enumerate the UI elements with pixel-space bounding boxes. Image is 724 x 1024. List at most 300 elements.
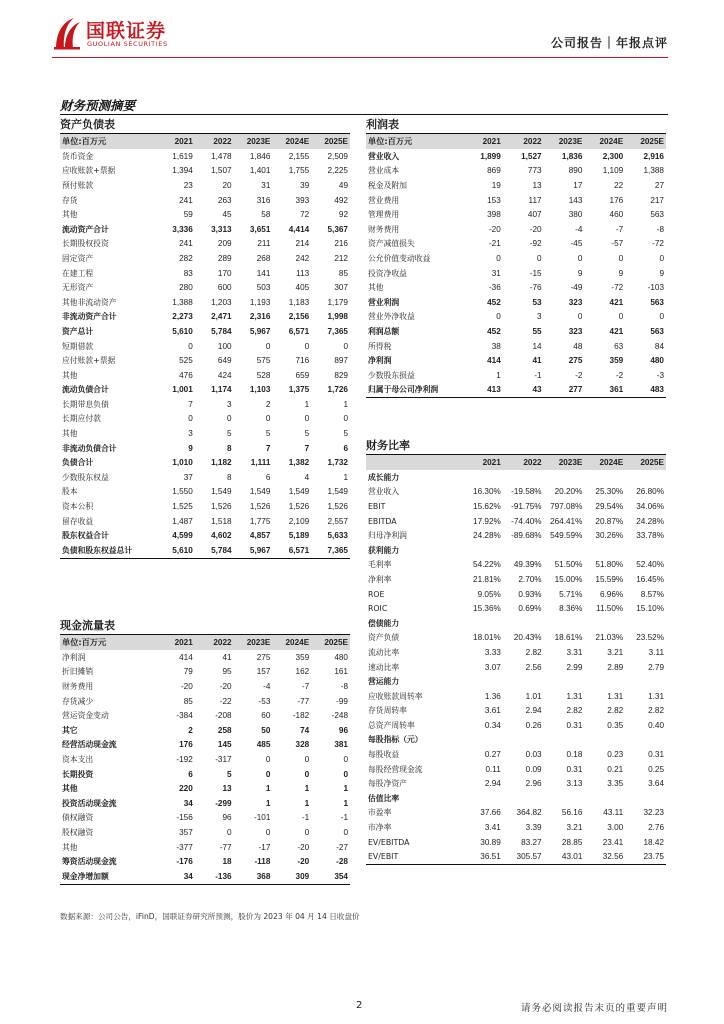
value-cell: 176 <box>609 195 624 205</box>
value-cell: 211 <box>257 239 271 249</box>
value-cell <box>584 470 625 485</box>
row-label-cell: 成长能力 <box>368 472 400 482</box>
value-cell: 0 <box>227 414 232 424</box>
value-cell: 157 <box>256 667 271 677</box>
row-label-cell: 速动比率 <box>368 662 400 672</box>
table-row <box>366 514 666 529</box>
value-cell: 0.31 <box>566 720 583 730</box>
value-cell: 5,367 <box>327 224 348 234</box>
row-label-cell: 长期应付款 <box>62 414 101 424</box>
value-cell: -118 <box>254 857 271 867</box>
table-row <box>366 820 666 835</box>
value-cell: 525 <box>179 356 193 366</box>
value-cell: 328 <box>295 740 310 750</box>
value-cell: 0 <box>496 253 501 263</box>
value-cell: 1 <box>343 399 348 409</box>
value-cell <box>584 791 625 806</box>
category-row <box>366 616 666 631</box>
row-label-cell: 每股指标（元） <box>368 735 423 745</box>
row-label-cell: 其他 <box>62 210 78 220</box>
table-row <box>366 558 666 573</box>
table-row <box>366 266 666 281</box>
value-cell: 0 <box>304 827 310 837</box>
table-row <box>366 295 666 310</box>
value-cell: 649 <box>217 356 232 366</box>
row-label-cell: 其它 <box>62 725 78 735</box>
table-row <box>60 528 350 543</box>
value-cell: 0.31 <box>566 764 583 774</box>
value-cell: 357 <box>179 827 193 837</box>
row-label-cell: 少数股东权益 <box>62 472 109 482</box>
value-cell <box>584 674 625 689</box>
value-cell <box>544 791 585 806</box>
value-cell: 5 <box>227 429 232 439</box>
header-year-cell: 2025E <box>625 134 666 149</box>
value-cell: 33.78% <box>636 531 664 541</box>
value-cell: 1,001 <box>172 385 193 395</box>
table-row <box>60 781 350 796</box>
table-row <box>60 650 350 665</box>
value-cell: -1 <box>301 813 310 823</box>
value-cell: 258 <box>217 725 232 735</box>
value-cell: 0 <box>577 312 583 322</box>
value-cell: 3 <box>537 312 542 322</box>
value-cell: -1 <box>340 813 348 823</box>
value-cell: 3.00 <box>607 823 624 833</box>
value-cell: 0 <box>343 769 348 779</box>
value-cell: 2.94 <box>484 779 501 789</box>
value-cell: 209 <box>217 239 232 249</box>
table-row <box>60 514 350 529</box>
value-cell: 8.36% <box>559 604 583 614</box>
value-cell: 0.09 <box>525 764 542 774</box>
row-label-cell: 其他非流动资产 <box>62 297 117 307</box>
value-cell: 1,010 <box>172 458 193 468</box>
value-cell: -20 <box>488 224 501 234</box>
table-row <box>60 193 350 208</box>
value-cell: 398 <box>487 210 501 220</box>
value-cell: 289 <box>217 253 232 263</box>
value-cell: -36 <box>488 283 501 293</box>
value-cell: 0.40 <box>648 720 664 730</box>
value-cell: 3.61 <box>484 706 501 716</box>
value-cell <box>462 470 503 485</box>
value-cell: 6 <box>188 769 193 779</box>
value-cell: -7 <box>301 681 310 691</box>
value-cell: 0.34 <box>484 720 501 730</box>
header-year-cell: 2023E <box>544 455 585 470</box>
header-year-cell: 2021 <box>156 134 195 149</box>
table-row <box>366 601 666 616</box>
value-cell: 1,526 <box>288 502 310 512</box>
table-row <box>60 485 350 500</box>
value-cell: 2.94 <box>525 706 542 716</box>
value-cell <box>625 543 666 558</box>
value-cell: -89.68% <box>511 531 542 541</box>
value-cell: 1,549 <box>211 487 232 497</box>
value-cell: 600 <box>217 283 232 293</box>
row-label-cell: 市盈率 <box>368 808 392 818</box>
value-cell: 2 <box>265 399 271 409</box>
table-row <box>366 280 666 295</box>
logo-text-en: GUOLIAN SECURITIES <box>87 40 168 48</box>
table-row <box>366 353 666 368</box>
value-cell: 145 <box>217 740 232 750</box>
section-title: 财务预测摘要 <box>60 98 136 113</box>
value-cell: 20.87% <box>595 516 624 526</box>
value-cell: 381 <box>334 740 348 750</box>
value-cell: -20 <box>180 681 193 691</box>
header-year-cell: 2024E <box>272 134 311 149</box>
value-cell: -77 <box>219 842 232 852</box>
value-cell: 15.00% <box>554 574 583 584</box>
value-cell: -72 <box>652 239 664 249</box>
value-cell: -4 <box>263 681 271 691</box>
value-cell: 85 <box>338 268 348 278</box>
value-cell <box>503 733 544 748</box>
row-label-cell: 非流动负债合计 <box>62 443 117 453</box>
value-cell: 0 <box>304 414 310 424</box>
balance-sheet-panel <box>60 116 350 559</box>
value-cell: -99 <box>336 696 348 706</box>
table-row <box>366 251 666 266</box>
value-cell: 59 <box>183 210 193 220</box>
table-row <box>366 193 666 208</box>
value-cell: 217 <box>650 195 664 205</box>
table-row <box>60 207 350 222</box>
value-cell: 307 <box>334 283 348 293</box>
value-cell: 3.33 <box>484 647 501 657</box>
value-cell: 41 <box>222 652 232 662</box>
value-cell: 275 <box>568 356 583 366</box>
value-cell: 1,525 <box>172 502 193 512</box>
value-cell: 241 <box>179 195 193 205</box>
table-row <box>60 426 350 441</box>
value-cell: 0 <box>659 312 664 322</box>
header-year-cell: 2022 <box>503 455 544 470</box>
value-cell: 282 <box>179 253 193 263</box>
table-row <box>366 164 666 179</box>
value-cell: 5 <box>265 429 271 439</box>
value-cell: 0 <box>265 414 271 424</box>
value-cell: 4,857 <box>249 531 271 541</box>
category-row <box>366 674 666 689</box>
value-cell: 0 <box>265 769 271 779</box>
value-cell: 7 <box>265 443 271 453</box>
table-row <box>366 762 666 777</box>
value-cell: 32.56 <box>584 849 625 864</box>
value-cell: 1,394 <box>172 166 193 176</box>
value-cell: 2,225 <box>327 166 348 176</box>
value-cell: 9 <box>659 268 664 278</box>
value-cell: 96 <box>338 725 348 735</box>
value-cell: 48 <box>573 341 583 351</box>
row-label-cell: 在建工程 <box>62 268 94 278</box>
report-type: 公司报告｜年报点评 <box>550 36 668 50</box>
value-cell: 0.11 <box>485 764 501 774</box>
value-cell <box>584 733 625 748</box>
value-cell: -248 <box>331 711 348 721</box>
row-label-cell: 股权融资 <box>62 827 94 837</box>
table-row <box>366 689 666 704</box>
value-cell: 9 <box>188 443 193 453</box>
value-cell: -101 <box>254 813 271 823</box>
table-row <box>60 840 350 855</box>
value-cell <box>584 616 625 631</box>
value-cell: 1,388 <box>172 297 193 307</box>
value-cell: -15 <box>529 268 542 278</box>
section-divider <box>60 114 668 115</box>
value-cell: 1 <box>496 370 501 380</box>
value-cell: 0.25 <box>648 764 664 774</box>
value-cell: 575 <box>256 356 271 366</box>
value-cell: 100 <box>217 341 232 351</box>
value-cell: 3.21 <box>566 823 583 833</box>
value-cell: 2.76 <box>648 823 664 833</box>
value-cell: 60 <box>261 711 271 721</box>
table-row <box>366 485 666 500</box>
value-cell <box>625 791 666 806</box>
row-label-cell: 总资产周转率 <box>368 720 415 730</box>
value-cell: 21.03% <box>595 633 624 643</box>
value-cell: 26.80% <box>636 487 664 497</box>
value-cell: 359 <box>609 356 624 366</box>
value-cell: 51.50% <box>554 560 583 570</box>
value-cell: 0 <box>265 341 271 351</box>
row-label-cell: EV/EBITDA <box>368 837 410 847</box>
value-cell: 17.92% <box>473 516 501 526</box>
row-label-cell: 存货减少 <box>62 696 94 706</box>
row-label-cell: 固定资产 <box>62 253 94 263</box>
table-row <box>60 455 350 470</box>
value-cell: 407 <box>527 210 542 220</box>
value-cell: 6,571 <box>288 326 310 336</box>
header-year-cell: 2022 <box>195 635 234 650</box>
table-row <box>60 353 350 368</box>
value-cell: 0 <box>577 253 583 263</box>
value-cell: 503 <box>256 283 271 293</box>
value-cell: 19 <box>491 180 501 190</box>
value-cell: 424 <box>217 370 232 380</box>
row-label-cell: 现金净增加额 <box>60 869 156 884</box>
value-cell <box>544 733 585 748</box>
value-cell: 8 <box>227 472 232 482</box>
value-cell: -192 <box>176 754 193 764</box>
value-cell: 18.42 <box>643 837 664 847</box>
value-cell: 2,273 <box>172 312 193 322</box>
header-label-cell <box>366 455 462 470</box>
value-cell: 83.27 <box>521 837 542 847</box>
value-cell: 563 <box>650 326 664 336</box>
value-cell: 1,507 <box>211 166 232 176</box>
value-cell: 85 <box>183 696 193 706</box>
value-cell: 0 <box>304 769 310 779</box>
value-cell: 483 <box>625 383 666 398</box>
row-label-cell: 应收账款周转率 <box>368 691 423 701</box>
value-cell <box>544 616 585 631</box>
value-cell: 5,610 <box>156 543 195 558</box>
value-cell: 2 <box>188 725 193 735</box>
row-label-cell: 营业收入 <box>368 487 400 497</box>
row-label-cell: 留存收益 <box>62 516 94 526</box>
value-cell: -103 <box>647 283 664 293</box>
table-row <box>60 237 350 252</box>
value-cell: -176 <box>176 857 193 867</box>
value-cell: 141 <box>256 268 271 278</box>
category-row <box>366 543 666 558</box>
value-cell: 0 <box>343 754 348 764</box>
value-cell: 0.31 <box>648 750 664 760</box>
value-cell: 323 <box>568 297 583 307</box>
value-cell: 492 <box>334 195 348 205</box>
value-cell: 1,179 <box>327 297 348 307</box>
value-cell: -299 <box>215 798 232 808</box>
value-cell: 32.23 <box>643 808 664 818</box>
value-cell: 1 <box>343 798 348 808</box>
value-cell: -53 <box>258 696 271 706</box>
guolian-logo <box>52 16 192 52</box>
row-label-cell: 长期带息负债 <box>62 399 109 409</box>
row-label-cell: 每股净资产 <box>368 779 407 789</box>
value-cell: 460 <box>609 210 624 220</box>
value-cell: 18 <box>222 857 232 867</box>
value-cell: -74.40% <box>511 516 542 526</box>
value-cell: 0 <box>659 253 664 263</box>
row-label-cell: 其他 <box>62 842 78 852</box>
header-year-cell: 2021 <box>462 455 503 470</box>
value-cell: 8.57% <box>640 589 664 599</box>
row-label-cell: 财务费用 <box>62 681 94 691</box>
value-cell: 55 <box>532 326 542 336</box>
value-cell: 0 <box>618 253 624 263</box>
value-cell: 5,610 <box>172 326 193 336</box>
value-cell: 18.61% <box>554 633 583 643</box>
value-cell: -384 <box>176 711 193 721</box>
value-cell: 1 <box>304 798 310 808</box>
value-cell: 242 <box>295 253 310 263</box>
row-label-cell: 获利能力 <box>368 545 400 555</box>
value-cell: 3,336 <box>172 224 193 234</box>
value-cell: 14 <box>532 341 542 351</box>
value-cell <box>503 543 544 558</box>
value-cell: 0.21 <box>607 764 624 774</box>
table-row <box>366 149 666 164</box>
table-row <box>60 665 350 680</box>
value-cell: 2.99 <box>566 662 583 672</box>
table-row <box>60 543 350 558</box>
row-label-cell: 资产减值损失 <box>368 239 415 249</box>
value-cell: 28.85 <box>561 837 583 847</box>
value-cell: 16.45% <box>636 574 664 584</box>
value-cell: 2.89 <box>607 662 624 672</box>
value-cell: 1,899 <box>480 151 501 161</box>
table-row <box>60 854 350 869</box>
value-cell: 11.50% <box>596 604 624 614</box>
table-row <box>60 397 350 412</box>
row-label-cell: 负债合计 <box>62 458 94 468</box>
value-cell: 23 <box>183 180 193 190</box>
value-cell: 0 <box>265 754 271 764</box>
ratios-title: 财务比率 <box>366 437 666 455</box>
header-year-cell: 2025E <box>311 134 350 149</box>
row-label-cell: 债权融资 <box>62 813 94 823</box>
value-cell: 43.11 <box>603 808 624 818</box>
value-cell: 4,414 <box>288 224 310 234</box>
value-cell: 2.82 <box>607 706 624 716</box>
value-cell: 41 <box>532 356 542 366</box>
value-cell: 1,549 <box>327 487 348 497</box>
value-cell: 83 <box>183 268 193 278</box>
value-cell: 263 <box>217 195 232 205</box>
row-label-cell: 营业费用 <box>368 195 400 205</box>
value-cell: 31 <box>491 268 501 278</box>
value-cell: 24.28% <box>636 516 664 526</box>
value-cell: -76 <box>529 283 542 293</box>
value-cell: 421 <box>609 326 624 336</box>
value-cell: 153 <box>487 195 501 205</box>
value-cell: -182 <box>292 711 310 721</box>
value-cell: 49.39% <box>513 560 542 570</box>
ratios-table <box>366 455 666 865</box>
row-label-cell: 净利润 <box>62 652 86 662</box>
value-cell: 15.62% <box>473 501 501 511</box>
value-cell: 36.51 <box>462 849 503 864</box>
value-cell: -8 <box>340 681 348 691</box>
value-cell: 117 <box>528 195 542 205</box>
value-cell: 5,784 <box>211 326 232 336</box>
value-cell: 0.03 <box>525 750 542 760</box>
table-row <box>366 368 666 383</box>
value-cell: 5 <box>304 429 310 439</box>
value-cell: 29.54% <box>595 501 624 511</box>
logo-text-cn: 国联证券 <box>86 20 167 42</box>
value-cell: 1,382 <box>288 458 310 468</box>
value-cell: 17 <box>573 180 583 190</box>
value-cell <box>625 733 666 748</box>
value-cell: 368 <box>234 869 273 884</box>
row-label-cell: 财务费用 <box>368 224 400 234</box>
row-label-cell: 资本公积 <box>62 502 94 512</box>
page-number: 2 <box>356 1000 363 1011</box>
table-row <box>60 694 350 709</box>
value-cell: 421 <box>609 297 624 307</box>
table-row <box>366 776 666 791</box>
value-cell: 1 <box>343 784 348 794</box>
header-year-cell: 2021 <box>156 635 195 650</box>
value-cell: 96 <box>222 813 232 823</box>
value-cell: 23.52% <box>636 633 664 643</box>
value-cell <box>462 791 503 806</box>
value-cell: 56.16 <box>561 808 583 818</box>
table-row <box>366 806 666 821</box>
header-year-cell: 2024E <box>584 134 625 149</box>
value-cell: 0 <box>265 827 271 837</box>
value-cell: -49 <box>570 283 583 293</box>
value-cell: -91.75% <box>511 501 542 511</box>
row-label-cell: 存货周转率 <box>368 706 407 716</box>
value-cell: -136 <box>195 869 234 884</box>
value-cell: 22 <box>614 180 624 190</box>
value-cell: 9 <box>618 268 624 278</box>
value-cell: 480 <box>334 652 348 662</box>
value-cell <box>503 791 544 806</box>
value-cell: 452 <box>487 297 501 307</box>
value-cell: 2,156 <box>288 312 310 322</box>
disclaimer: 请务必阅读报告末页的重要声明 <box>520 1003 668 1014</box>
value-cell: 1,193 <box>249 297 271 307</box>
value-cell: 13 <box>532 180 542 190</box>
table-row <box>366 310 666 325</box>
